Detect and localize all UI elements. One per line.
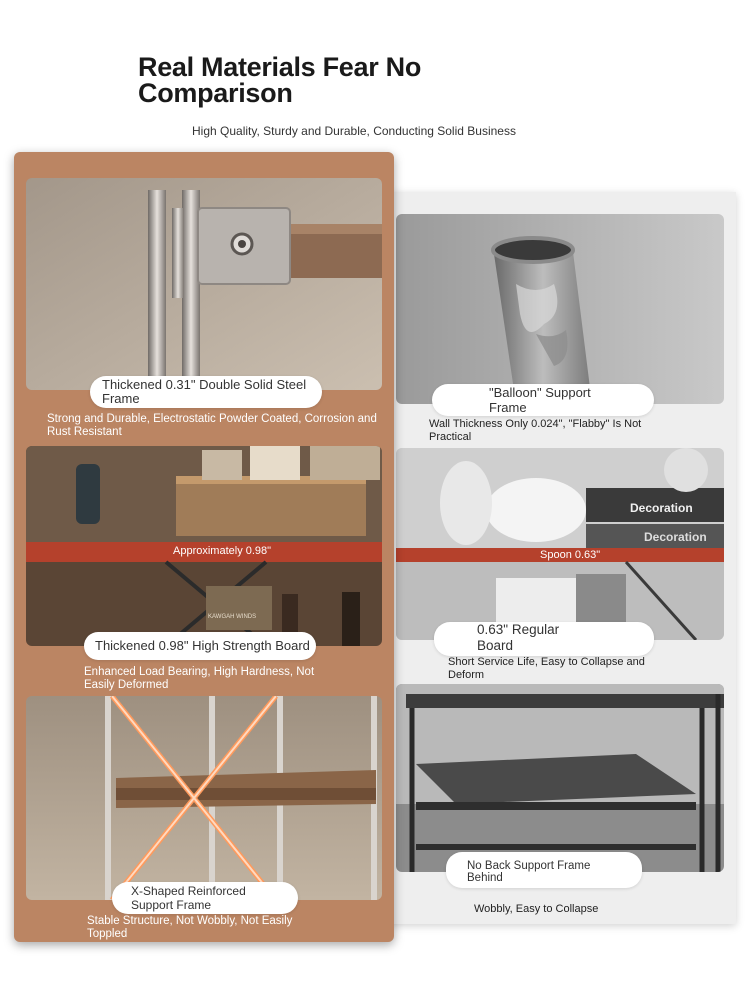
book-title-2: Decoration bbox=[644, 530, 707, 544]
thick-board-photo bbox=[26, 446, 382, 646]
no-back-support-description: Wobbly, Easy to Collapse bbox=[474, 903, 599, 915]
pipe-photo bbox=[396, 214, 724, 404]
regular-board-label: 0.63" Regular Board bbox=[477, 622, 560, 653]
steel-frame-photo bbox=[26, 178, 382, 390]
no-back-support-label: No Back Support Frame Behind bbox=[467, 860, 591, 884]
page-subtitle: High Quality, Sturdy and Durable, Conducting Solid Business bbox=[192, 124, 516, 138]
thick-board-label: Thickened 0.98" High Strength Board bbox=[95, 638, 310, 653]
thick-board-description: Enhanced Load Bearing, High Hardness, Not Easily Deformed bbox=[84, 666, 315, 691]
board-thickness-overlay: Approximately 0.98" bbox=[173, 545, 272, 557]
page-title: Real Materials Fear No Comparison bbox=[138, 52, 422, 108]
box-brand-text: KAWGAH WINDS bbox=[208, 614, 257, 620]
x-frame-photo bbox=[26, 696, 382, 900]
x-frame-description: Stable Structure, Not Wobbly, Not Easily Toppled bbox=[87, 915, 293, 940]
steel-frame-description: Strong and Durable, Electrostatic Powder Coated, Corrosion and Rust Resistant bbox=[47, 413, 377, 438]
regular-board-description: Short Service Life, Easy to Collapse and Deform bbox=[448, 656, 645, 681]
balloon-frame-description: Wall Thickness Only 0.024", "Flabby" Is Not Practical bbox=[429, 418, 642, 443]
x-frame-label: X-Shaped Reinforced Support Frame bbox=[131, 884, 246, 912]
no-back-support-photo bbox=[396, 684, 724, 872]
board-thickness-overlay: Spoon 0.63" bbox=[540, 549, 601, 561]
book-title-1: Decoration bbox=[630, 501, 693, 515]
regular-board-photo bbox=[396, 448, 724, 640]
balloon-frame-label: "Balloon" Support Frame bbox=[489, 385, 591, 415]
steel-frame-label: Thickened 0.31" Double Solid Steel Frame bbox=[102, 377, 307, 406]
